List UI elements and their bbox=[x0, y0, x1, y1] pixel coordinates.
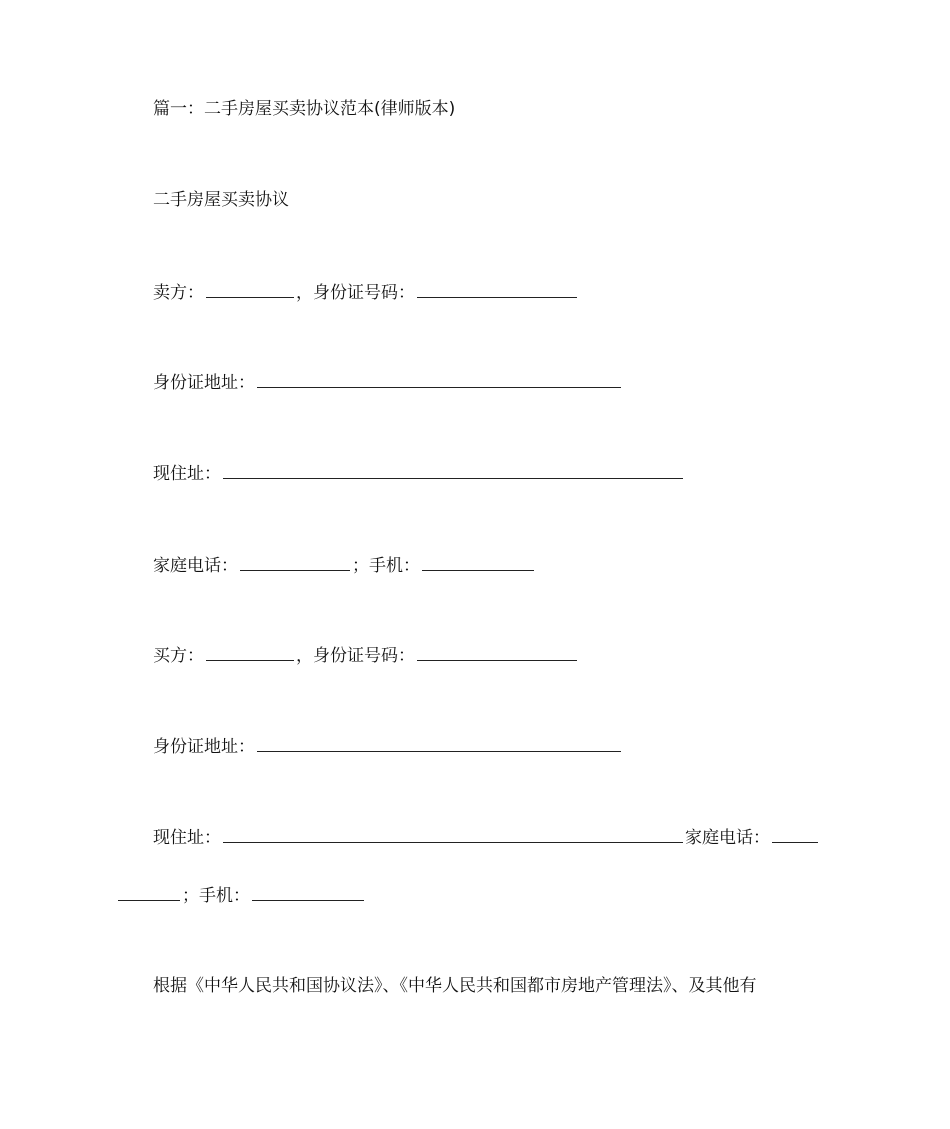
buyer-mobile-label: ；手机： bbox=[182, 886, 250, 906]
seller-id-address-label: 身份证地址： bbox=[153, 373, 255, 393]
document-heading bbox=[153, 98, 455, 120]
title-text: 二手房屋买卖协议 bbox=[153, 190, 289, 210]
buyer-current-address-line bbox=[153, 826, 820, 849]
seller-phone-line bbox=[153, 554, 536, 577]
heading-text: 篇一：二手房屋买卖协议范本(律师版本) bbox=[153, 99, 456, 119]
seller-mobile-label: ；手机： bbox=[352, 556, 420, 576]
document-title bbox=[153, 189, 289, 211]
buyer-label: 买方： bbox=[153, 646, 204, 666]
buyer-home-phone-field-part1[interactable] bbox=[772, 826, 818, 843]
buyer-home-phone-field-part2[interactable] bbox=[118, 884, 180, 901]
seller-current-address-line bbox=[153, 462, 685, 485]
seller-label: 卖方： bbox=[153, 283, 204, 303]
seller-mobile-field[interactable] bbox=[422, 554, 534, 571]
buyer-id-field[interactable] bbox=[417, 644, 577, 661]
buyer-name-id-line bbox=[153, 644, 579, 667]
basis-paragraph bbox=[153, 975, 757, 997]
seller-name-field[interactable] bbox=[206, 281, 294, 298]
seller-current-address-label: 现住址： bbox=[153, 464, 221, 484]
seller-id-label: ，身份证号码： bbox=[296, 283, 415, 303]
basis-paragraph-text: 根据《中华人民共和国协议法》、《中华人民共和国都市房地产管理法》、及其他有 bbox=[153, 976, 757, 996]
seller-home-phone-field[interactable] bbox=[240, 554, 350, 571]
buyer-mobile-field[interactable] bbox=[252, 884, 364, 901]
buyer-phone-continuation-line bbox=[118, 884, 366, 907]
seller-home-phone-label: 家庭电话： bbox=[153, 556, 238, 576]
buyer-home-phone-label: 家庭电话： bbox=[685, 828, 770, 848]
seller-id-address-line bbox=[153, 371, 623, 394]
seller-name-id-line bbox=[153, 281, 579, 304]
seller-current-address-field[interactable] bbox=[223, 462, 683, 479]
buyer-id-address-label: 身份证地址： bbox=[153, 737, 255, 757]
buyer-id-label: ，身份证号码： bbox=[296, 646, 415, 666]
buyer-current-address-field[interactable] bbox=[223, 826, 683, 843]
buyer-id-address-line bbox=[153, 735, 623, 758]
seller-id-address-field[interactable] bbox=[257, 371, 621, 388]
buyer-current-address-label: 现住址： bbox=[153, 828, 221, 848]
buyer-name-field[interactable] bbox=[206, 644, 294, 661]
seller-id-field[interactable] bbox=[417, 281, 577, 298]
buyer-id-address-field[interactable] bbox=[257, 735, 621, 752]
